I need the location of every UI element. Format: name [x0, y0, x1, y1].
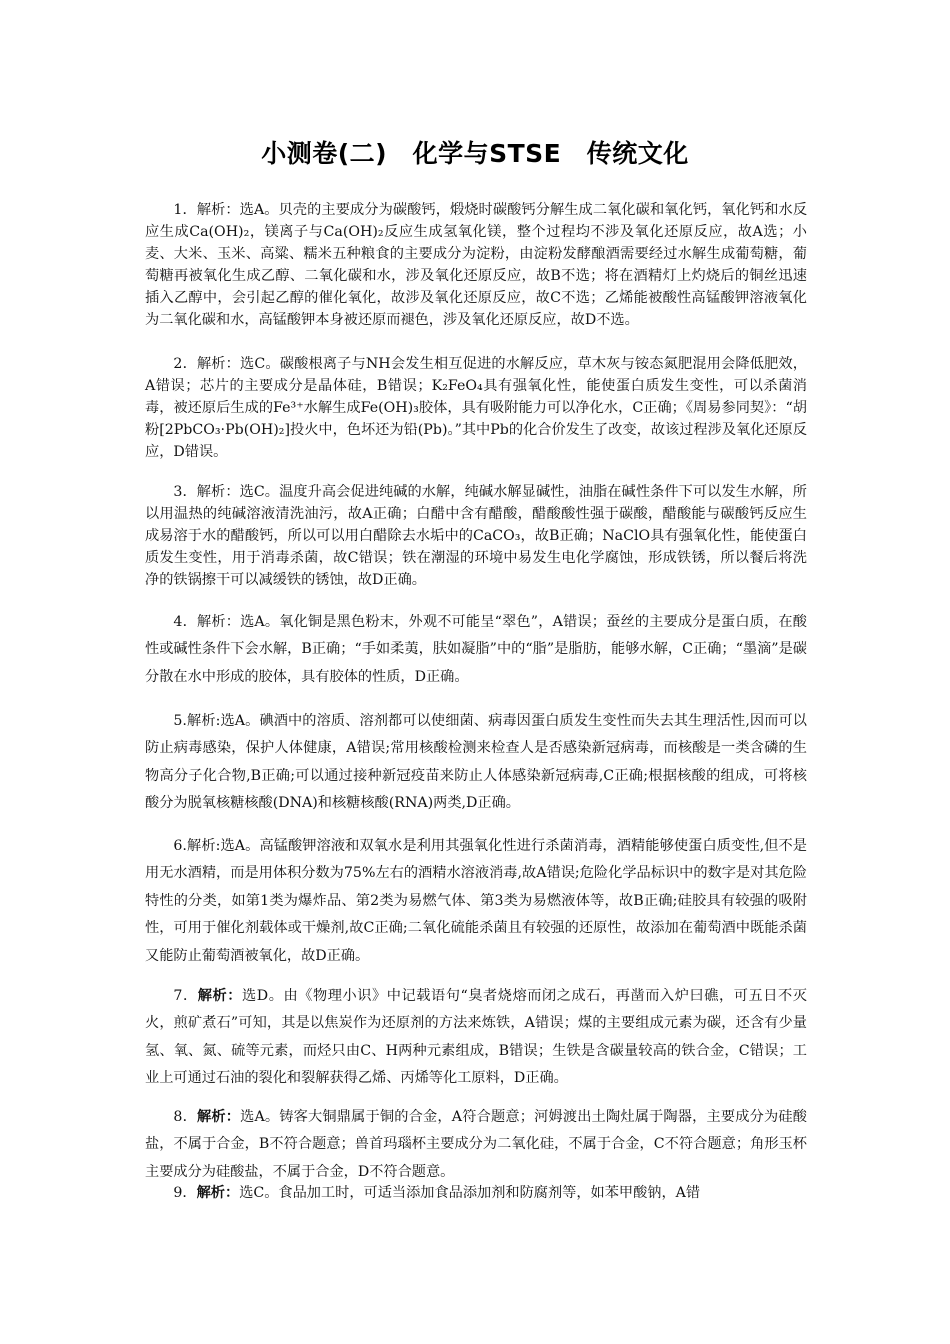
analysis-label: 解析：	[197, 988, 242, 1004]
answer-paragraph-1	[145, 199, 807, 331]
answer-text: 选C。温度升高会促进纯碱的水解，纯碱水解显碱性，油脂在碱性条件下可以发生水解，所以用温热的纯碱溶液清洗油污，故A正确；白醋中含有醋酸，醋酸酸性强于碳酸，醋酸能与碳酸钙反应生成易溶于水的醋酸钙，所以可以用白醋除去水垢中的CaCO₃，故B正确；NaClO具有强氧化性，能使蛋白质发生变性，用于消毒杀菌，故C错误；铁在潮湿的环境中易发生电化学腐蚀，形成铁锈，所以餐后将洗净的铁锅擦干可以减缓铁的锈蚀，故D正确。	[145, 484, 807, 588]
answer-paragraph-7	[145, 983, 807, 1093]
analysis-label: 解析：	[196, 1185, 240, 1201]
answer-paragraph-9	[145, 1180, 807, 1207]
analysis-label: 解析：	[196, 484, 240, 500]
analysis-label: 解析:	[186, 838, 221, 854]
analysis-label: 解析：	[196, 356, 241, 372]
answer-number: 7．	[173, 988, 198, 1004]
answer-paragraph-6	[145, 833, 807, 970]
answer-number: 5.	[173, 713, 187, 729]
answer-paragraph-4	[145, 609, 807, 691]
answer-number: 8．	[173, 1109, 197, 1125]
page-title: 小测卷(二) 化学与STSE 传统文化	[261, 139, 689, 168]
answer-paragraph-3	[145, 481, 807, 591]
answer-text: 选A。氧化铜是黑色粉末，外观不可能呈“翠色”，A错误；蚕丝的主要成分是蛋白质，在酸性或碱性条件下会水解，B正确；“手如柔荑，肤如凝脂”中的“脂”是脂肪，能够水解，C正确；“墨滴”是碳分散在水中形成的胶体，具有胶体的性质，D正确。	[145, 614, 807, 685]
analysis-label: 解析:	[186, 713, 221, 729]
answer-paragraph-5	[145, 708, 807, 818]
analysis-label: 解析：	[196, 202, 240, 218]
answer-text: 选A。高锰酸钾溶液和双氧水是利用其强氧化性进行杀菌消毒，酒精能够使蛋白质变性,但不是用无水酒精，而是用体积分数为75%左右的酒精水溶液消毒,故A错误;危险化学品标识中的数字是对其危险特性的分类，如第1类为爆炸品、第2类为易燃气体、第3类为易燃液体等，故B正确;硅胶具有较强的吸附性，可用于催化剂载体或干燥剂,故C正确;二氧化硫能杀菌且有较强的还原性，故添加在葡萄酒中既能杀菌又能防止葡萄酒被氧化，故D正确。	[145, 838, 807, 964]
answer-number: 2．	[173, 356, 197, 372]
answer-number: 1．	[173, 202, 197, 218]
answer-text: 选C。食品加工时，可适当添加食品添加剂和防腐剂等，如苯甲酸钠，A错	[239, 1185, 701, 1201]
analysis-label: 解析：	[196, 1109, 241, 1125]
answer-paragraph-2	[145, 353, 807, 463]
answer-text: 选A。碘酒中的溶质、溶剂都可以使细菌、病毒因蛋白质发生变性而失去其生理活性,因而可以防止病毒感染，保护人体健康，A错误;常用核酸检测来检查人是否感染新冠病毒，而核酸是一类含磷的生物高分子化合物,B正确;可以通过接种新冠疫苗来防止人体感染新冠病毒,C正确;根据核酸的组成，可将核酸分为脱氧核糖核酸(DNA)和核糖核酸(RNA)两类,D正确。	[145, 713, 807, 812]
answer-number: 6.	[173, 838, 187, 854]
answer-text: 选A。铸客大铜鼎属于铜的合金，A符合题意；河姆渡出土陶灶属于陶器，主要成分为硅酸盐，不属于合金，B不符合题意；兽首玛瑙杯主要成分为二氧化硅，不属于合金，C不符合题意；角形玉杯主要成分为硅酸盐，不属于合金，D不符合题意。	[145, 1109, 807, 1180]
answer-number: 3．	[173, 484, 197, 500]
answer-text: 选C。碳酸根离子与NH会发生相互促进的水解反应，草木灰与铵态氮肥混用会降低肥效，A错误；芯片的主要成分是晶体硅，B错误；K₂FeO₄具有强氧化性，能使蛋白质发生变性，可以杀菌消毒，被还原后生成的Fe³⁺水解生成Fe(OH)₃胶体，具有吸附能力可以净化水，C正确；《周易参同契》：“胡粉[2PbCO₃·Pb(OH)₂]投火中，色坏还为铅(Pb)。”其中Pb的化合价发生了改变，故该过程涉及氧化还原反应，D错误。	[145, 356, 807, 460]
answer-text: 选D。由《物理小识》中记载语句“臭者烧熔而闭之成石，再凿而入炉曰礁，可五日不灭火，煎矿煮石”可知，其是以焦炭作为还原剂的方法来炼铁，A错误；煤的主要组成元素为碳，还含有少量氢、氧、氮、硫等元素，而烃只由C、H两种元素组成，B错误；生铁是含碳量较高的铁合金，C错误；工业上可通过石油的裂化和裂解获得乙烯、丙烯等化工原料，D正确。	[145, 988, 807, 1087]
answer-number: 9．	[173, 1185, 197, 1201]
answer-paragraph-8	[145, 1104, 807, 1186]
analysis-label: 解析：	[196, 614, 241, 630]
answer-text: 选A。贝壳的主要成分为碳酸钙，煅烧时碳酸钙分解生成二氧化碳和氧化钙，氧化钙和水反应生成Ca(OH)₂，镁离子与Ca(OH)₂反应生成氢氧化镁，整个过程均不涉及氧化还原反应，故A选；小麦、大米、玉米、高粱、糯米五种粮食的主要成分为淀粉，由淀粉发酵酿酒需要经过水解生成葡萄糖，葡萄糖再被氧化生成乙醇、二氧化碳和水，涉及氧化还原反应，故B不选；将在酒精灯上灼烧后的铜丝迅速插入乙醇中，会引起乙醇的催化氧化，故涉及氧化还原反应，故C不选；乙烯能被酸性高锰酸钾溶液氧化为二氧化碳和水，高锰酸钾本身被还原而褪色，涉及氧化还原反应，故D不选。	[145, 202, 808, 328]
answer-number: 4．	[173, 614, 197, 630]
